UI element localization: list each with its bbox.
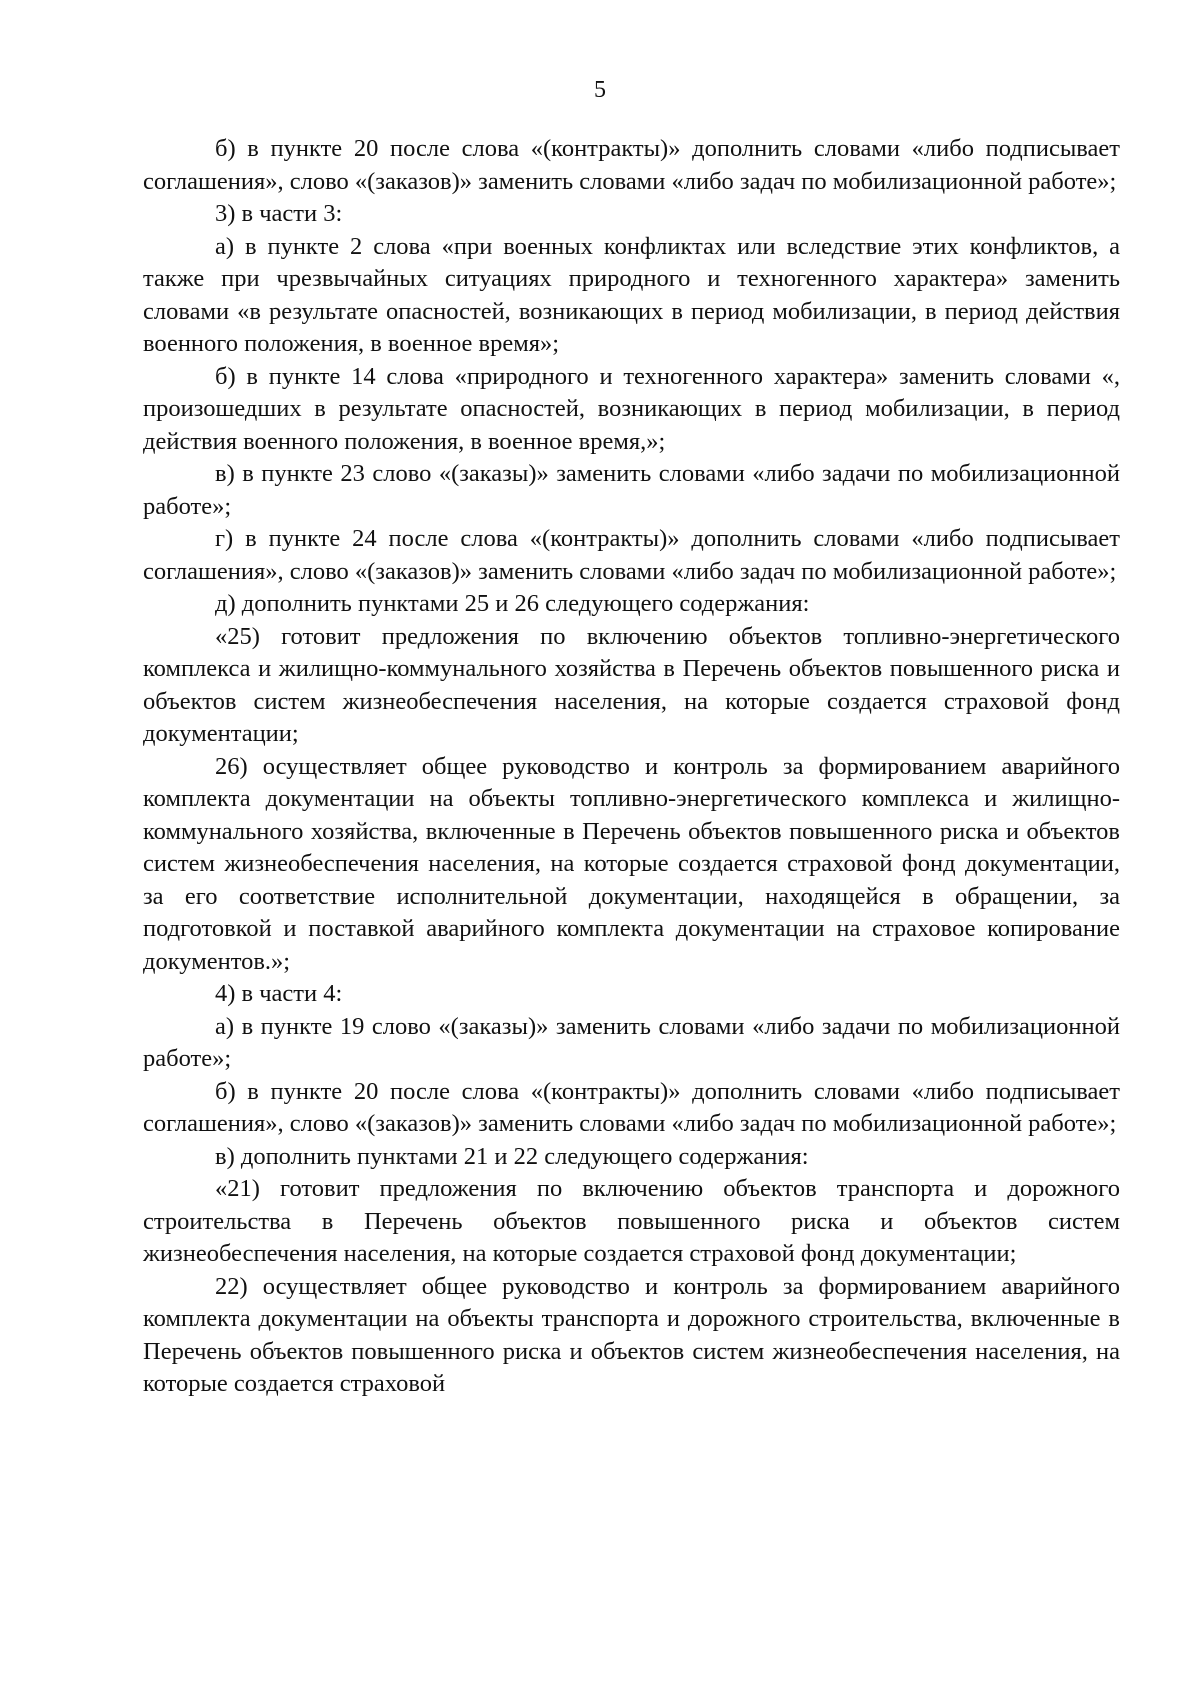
paragraph: 4) в части 4: [215,980,343,1007]
paragraph: б) в пункте 14 слова «природного и техногенного характера» заменить словами «, произошедших в результате опасностей, возникающих в период мобилизации, в период действия военного положения, в военное время,»; [143,362,1120,455]
paragraph: д) дополнить пунктами 25 и 26 следующего содержания: [215,590,810,617]
paragraph: 26) осуществляет общее руководство и контроль за формированием аварийного комплекта документации на объекты топливно-энергетического комплекса и жилищно-коммунального хозяйства, включенные в Перечень объектов повышенного риска и объектов систем жизнеобеспечения населения, на которые создается страховой фонд документации, за его соответствие исполнительной документации, находящейся в обращении, за подготовкой и поставкой аварийного комплекта документации на страховое копирование документов.»; [143,752,1120,975]
paragraph: 22) осуществляет общее руководство и контроль за формированием аварийного комплекта документации на объекты транспорта и дорожного строительства, включенные в Перечень объектов повышенного риска и объектов систем жизнеобеспечения населения, на которые создается страховой [143,1272,1120,1397]
paragraph: г) в пункте 24 после слова «(контракты)» дополнить словами «либо подписывает соглашения», слово «(заказов)» заменить словами «либо задач по мобилизационной работе»; [143,525,1120,585]
page-number: 5 [594,77,606,103]
paragraph: «21) готовит предложения по включению объектов транспорта и дорожного строительства в Перечень объектов повышенного риска и объектов систем жизнеобеспечения населения, на которые создается страховой фонд документации; [143,1175,1120,1267]
paragraph: в) дополнить пунктами 21 и 22 следующего содержания: [215,1142,809,1170]
paragraph: «25) готовит предложения по включению объектов топливно-энергетического комплекса и жилищно-коммунального хозяйства в Перечень объектов повышенного риска и объектов систем жизнеобеспечения населения, на которые создается страховой фонд документации; [143,622,1120,747]
paragraph: б) в пункте 20 после слова «(контракты)» дополнить словами «либо подписывает соглашения», слово «(заказов)» заменить словами «либо задач по мобилизационной работе»; [143,135,1120,195]
paragraph: а) в пункте 2 слова «при военных конфликтах или вследствие этих конфликтов, а также при чрезвычайных ситуациях природного и техногенного характера» заменить словами «в результате опасностей, возникающих в период мобилизации, в период действия военного положения, в военное время»; [143,232,1120,357]
paragraph: б) в пункте 20 после слова «(контракты)» дополнить словами «либо подписывает соглашения», слово «(заказов)» заменить словами «либо задач по мобилизационной работе»; [143,1077,1120,1137]
document-body [143,133,1120,1401]
paragraph: в) в пункте 23 слово «(заказы)» заменить словами «либо задачи по мобилизационной работе»; [143,460,1120,520]
paragraph: 3) в части 3: [215,200,343,227]
paragraph: а) в пункте 19 слово «(заказы)» заменить словами «либо задачи по мобилизационной работе»; [143,1012,1120,1072]
